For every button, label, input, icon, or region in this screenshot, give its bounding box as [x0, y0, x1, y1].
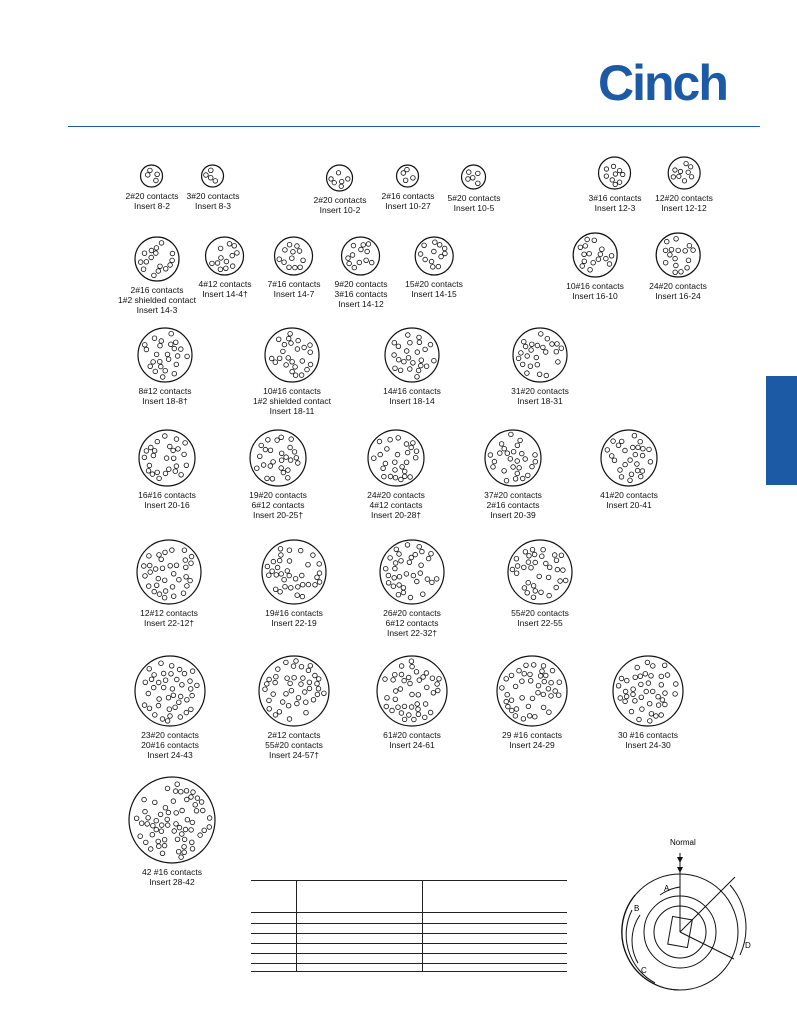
insert-label-line: Insert 20-41	[606, 500, 652, 510]
insert-label-line: 16#16 contacts	[138, 490, 196, 500]
insert-label-line: Insert 16-10	[572, 291, 618, 301]
insert-25	[378, 538, 446, 638]
insert-face-icon	[260, 538, 328, 606]
insert-label	[378, 608, 446, 638]
insert-label-line: 37#20 contacts	[484, 490, 542, 500]
insert-face-icon	[139, 163, 165, 189]
insert-label-line: Insert 16-24	[655, 291, 701, 301]
insert-label-line: 26#20 contacts	[383, 608, 441, 618]
insert-label-line: Insert 8-2	[134, 201, 170, 211]
insert-label	[268, 279, 321, 299]
insert-label-line: 24#20 contacts	[649, 281, 707, 291]
insert-label-line: 10#16 contacts	[263, 386, 321, 396]
insert-18	[137, 428, 197, 510]
insert-11	[405, 235, 463, 299]
insert-label-line: Insert 20-25†	[252, 510, 304, 520]
insert-label-line: Insert 20-39	[490, 510, 536, 520]
insert-face-icon	[611, 654, 685, 728]
insert-face-icon	[257, 654, 331, 728]
insert-label	[137, 490, 197, 510]
section-tab	[766, 376, 797, 485]
insert-label-line: 8#12 contacts	[138, 386, 192, 396]
insert-label	[136, 386, 194, 406]
normal-label: Normal	[670, 838, 696, 847]
insert-label-line: 31#20 contacts	[511, 386, 569, 396]
insert-label	[655, 193, 713, 213]
insert-face-icon	[495, 654, 569, 728]
cinch-logo: Cinch	[598, 55, 727, 111]
insert-32	[127, 775, 217, 887]
insert-label-line: 1#2 shielded contact	[253, 396, 331, 406]
insert-label-line: Insert 10-5	[453, 203, 495, 213]
insert-label-line: Insert 14-7	[273, 289, 315, 299]
insert-label-line: 24#20 contacts	[367, 490, 425, 500]
insert-label-line: Insert 22-32†	[386, 628, 438, 638]
insert-22	[599, 428, 659, 510]
insert-label-line: Insert 24-43	[147, 750, 193, 760]
rotation-diagram	[600, 835, 760, 995]
insert-label-line: Insert 18-14	[389, 396, 435, 406]
insert-label-line: 29 #16 contacts	[501, 730, 562, 740]
insert-label-line: 2#16 contacts	[130, 285, 184, 295]
insert-label	[649, 281, 707, 301]
insert-19	[248, 428, 308, 520]
insert-face-icon	[666, 155, 702, 191]
insert-label-line: 23#20 contacts	[141, 730, 199, 740]
insert-label-line: 3#16 contacts	[588, 193, 642, 203]
insert-label-line: Insert 12-12	[661, 203, 707, 213]
insert-label	[506, 608, 574, 628]
insert-label-line: 14#16 contacts	[383, 386, 441, 396]
insert-12	[566, 231, 624, 301]
insert-label-line: Insert 24-30	[625, 740, 671, 750]
insert-face-icon	[599, 428, 659, 488]
insert-face-icon	[340, 235, 382, 277]
insert-label-line: 10#16 contacts	[566, 281, 624, 291]
insert-face-icon	[127, 775, 217, 865]
insert-face-icon	[511, 326, 569, 384]
insert-label-line: 19#16 contacts	[265, 608, 323, 618]
insert-face-icon	[248, 428, 308, 488]
insert-label-line: 12#12 contacts	[140, 608, 198, 618]
insert-13	[649, 231, 707, 301]
insert-label-line: 2#20 contacts	[125, 191, 179, 201]
insert-9	[268, 235, 321, 299]
insert-label-line: Insert 24-29	[509, 740, 555, 750]
insert-label-line: 3#20 contacts	[186, 191, 240, 201]
insert-face-icon	[135, 538, 203, 606]
insert-face-icon	[136, 326, 194, 384]
insert-7	[118, 235, 196, 315]
insert-4	[448, 163, 501, 213]
insert-10	[335, 235, 388, 309]
angle-c-label: C	[641, 966, 647, 975]
insert-face-icon	[325, 163, 355, 193]
insert-24	[260, 538, 328, 628]
insert-label	[366, 490, 426, 520]
insert-face-icon	[137, 428, 197, 488]
insert-face-icon	[366, 428, 426, 488]
insert-23	[135, 538, 203, 628]
insert-26	[506, 538, 574, 628]
insert-label-line: Insert 18-11	[269, 406, 315, 416]
insert-1	[187, 163, 240, 211]
insert-label-line: 2#12 contacts	[267, 730, 321, 740]
insert-0	[126, 163, 179, 211]
insert-label	[135, 608, 203, 628]
insert-label	[511, 386, 569, 406]
insert-label	[199, 279, 252, 299]
insert-label-line: 5#20 contacts	[447, 193, 501, 203]
insert-face-icon	[383, 326, 441, 384]
insert-label-line: 4#12 contacts	[369, 500, 423, 510]
insert-label-line: Insert 28-42	[149, 877, 195, 887]
insert-label	[599, 490, 659, 510]
insert-label	[257, 730, 331, 760]
insert-label-line: Insert 14-4†	[202, 289, 248, 299]
insert-label	[495, 730, 569, 750]
insert-label-line: Insert 24-61	[389, 740, 435, 750]
insert-face-icon	[200, 163, 226, 189]
insert-label-line: Insert 10-27	[385, 201, 431, 211]
insert-label	[375, 730, 449, 750]
insert-label-line: Insert 10-2	[319, 205, 361, 215]
insert-face-icon	[654, 231, 702, 279]
insert-label-line: Insert 20-16	[144, 500, 190, 510]
insert-20	[366, 428, 426, 520]
insert-label-line: Insert 20-28†	[370, 510, 422, 520]
angle-d-label: D	[745, 941, 751, 950]
insert-label-line: Insert 18-31	[517, 396, 563, 406]
insert-label	[118, 285, 196, 315]
insert-21	[483, 428, 543, 520]
insert-face-icon	[378, 538, 446, 606]
insert-28	[257, 654, 331, 760]
insert-label	[260, 608, 328, 628]
insert-label-line: 1#2 shielded contact	[118, 295, 196, 305]
insert-label	[314, 195, 367, 215]
insert-label	[405, 279, 463, 299]
insert-face-icon	[263, 326, 321, 384]
angle-table	[251, 880, 567, 972]
insert-label	[187, 191, 240, 211]
insert-face-icon	[273, 235, 315, 277]
insert-label	[127, 867, 217, 887]
insert-3	[382, 163, 435, 211]
header-rule	[68, 126, 760, 127]
insert-16	[383, 326, 441, 406]
insert-label-line: 3#16 contacts	[334, 289, 388, 299]
insert-label-line: 7#16 contacts	[267, 279, 321, 289]
insert-label-line: 2#16 contacts	[486, 500, 540, 510]
insert-label-line: Insert 24-57†	[268, 750, 320, 760]
insert-label-line: 9#20 contacts	[334, 279, 388, 289]
angle-b-label: B	[634, 904, 640, 913]
insert-5	[589, 155, 642, 213]
insert-label	[133, 730, 207, 760]
insert-label-line: 41#20 contacts	[600, 490, 658, 500]
insert-label-line: 6#12 contacts	[251, 500, 305, 510]
insert-31	[611, 654, 685, 750]
insert-label-line: Insert 14-3	[136, 305, 178, 315]
insert-face-icon	[483, 428, 543, 488]
insert-label	[448, 193, 501, 213]
insert-6	[655, 155, 713, 213]
insert-label-line: 30 #16 contacts	[617, 730, 678, 740]
insert-label-line: 42 #16 contacts	[141, 867, 202, 877]
insert-label-line: Insert 22-19	[271, 618, 317, 628]
insert-label	[566, 281, 624, 301]
insert-label	[483, 490, 543, 520]
insert-15	[253, 326, 331, 416]
insert-label-line: 6#12 contacts	[385, 618, 439, 628]
angle-a-label: A	[664, 884, 670, 893]
insert-label	[126, 191, 179, 211]
insert-face-icon	[571, 231, 619, 279]
insert-label	[589, 193, 642, 213]
insert-label-line: 15#20 contacts	[405, 279, 463, 289]
insert-label-line: Insert 8-3	[195, 201, 231, 211]
insert-label-line: 20#16 contacts	[141, 740, 199, 750]
insert-8	[199, 235, 252, 299]
insert-label-line: 55#20 contacts	[265, 740, 323, 750]
insert-29	[375, 654, 449, 750]
insert-label	[382, 191, 435, 211]
insert-label	[611, 730, 685, 750]
insert-label-line: Insert 14-12	[338, 299, 384, 309]
insert-face-icon	[133, 235, 181, 283]
insert-face-icon	[460, 163, 488, 191]
insert-face-icon	[506, 538, 574, 606]
insert-label-line: Insert 14-15	[411, 289, 457, 299]
insert-label-line: 4#12 contacts	[198, 279, 252, 289]
insert-30	[495, 654, 569, 750]
insert-label-line: 55#20 contacts	[511, 608, 569, 618]
insert-label-line: 61#20 contacts	[383, 730, 441, 740]
insert-label	[335, 279, 388, 309]
insert-14	[136, 326, 194, 406]
insert-face-icon	[133, 654, 207, 728]
insert-label	[253, 386, 331, 416]
insert-label-line: 2#20 contacts	[313, 195, 367, 205]
insert-17	[511, 326, 569, 406]
insert-face-icon	[204, 235, 246, 277]
insert-label-line: Insert 18-8†	[142, 396, 188, 406]
insert-label	[383, 386, 441, 406]
insert-label-line: 19#20 contacts	[249, 490, 307, 500]
insert-27	[133, 654, 207, 760]
insert-label-line: Insert 22-55	[517, 618, 563, 628]
insert-face-icon	[597, 155, 633, 191]
insert-label-line: 2#16 contacts	[381, 191, 435, 201]
insert-label-line: Insert 12-3	[594, 203, 636, 213]
insert-face-icon	[375, 654, 449, 728]
insert-face-icon	[395, 163, 421, 189]
insert-2	[314, 163, 367, 215]
insert-face-icon	[413, 235, 455, 277]
insert-label-line: 12#20 contacts	[655, 193, 713, 203]
insert-label-line: Insert 22-12†	[143, 618, 195, 628]
insert-label	[248, 490, 308, 520]
